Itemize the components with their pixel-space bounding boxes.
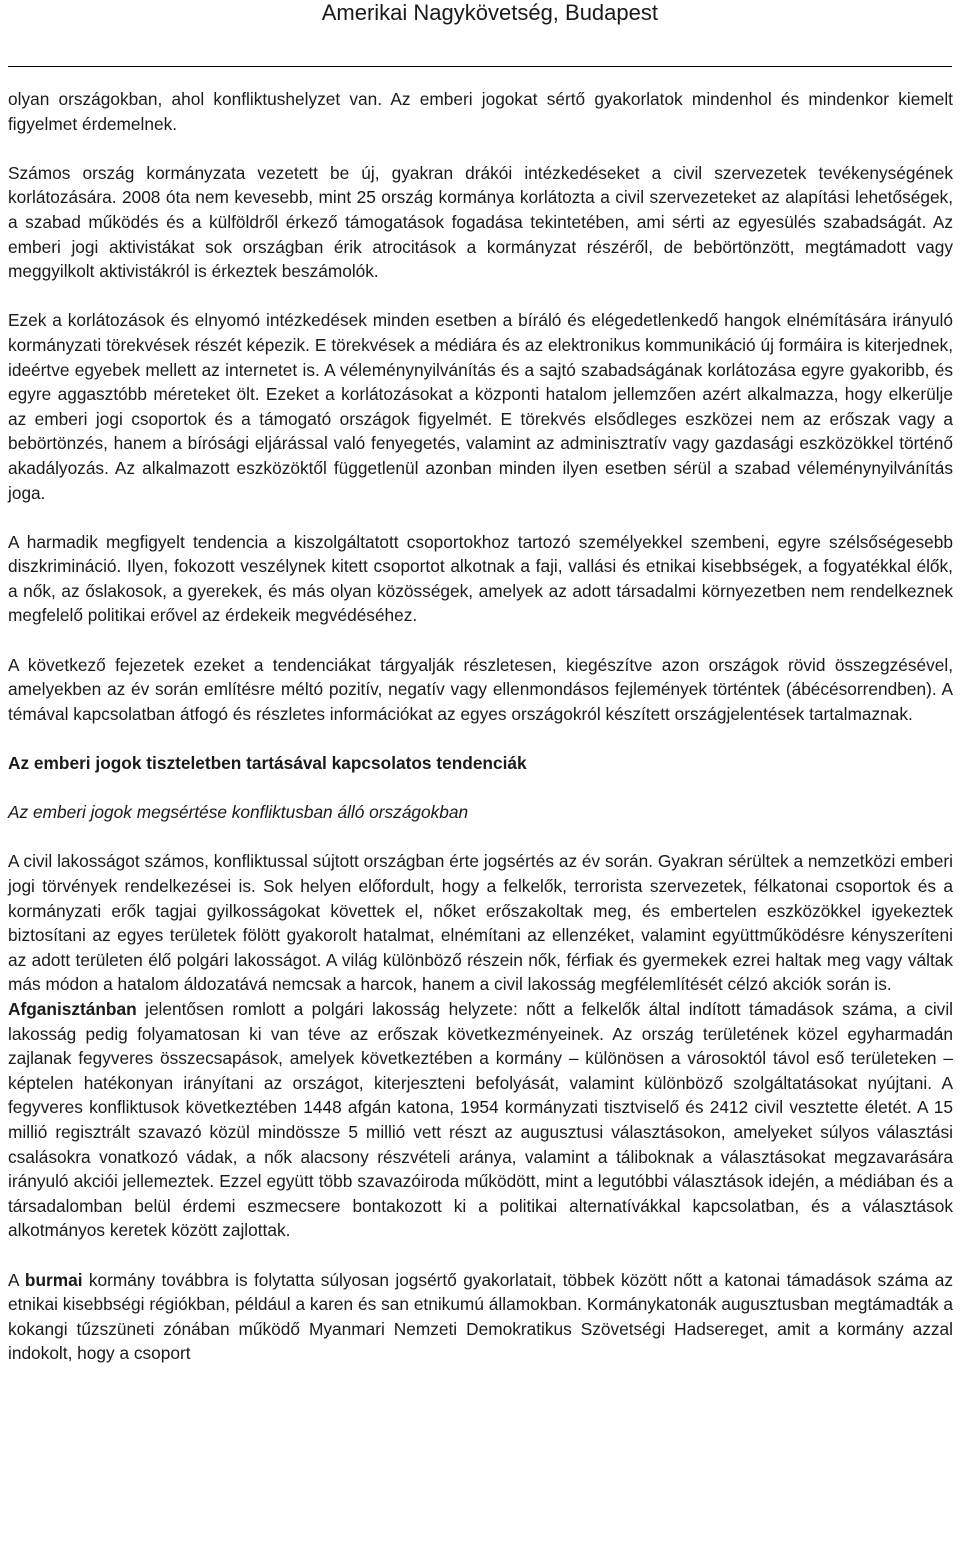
country-name-burma: burmai — [24, 1269, 83, 1290]
paragraph-burma — [8, 1268, 953, 1366]
section-heading: Az emberi jogok tiszteletben tartásával kapcsolatos tendenciák — [8, 753, 527, 774]
paragraph-afghanistan — [8, 997, 953, 1243]
section-subheading: Az emberi jogok megsértése konfliktusban álló országokban — [8, 802, 469, 823]
paragraph-burma-text: kormány továbbra is folytatta súlyosan jogsértő gyakorlatait, többek között nőtt a katonai támadások száma az etnikai kisebbségi régiókban, például a karen és san etnikumú államokban. Kormánykatonák augusztusban megtámadták a kokangi tűzszüneti zónában működő Myanmari Nemzeti Demokratikus Szövetségi Hadsereget, amit a kormány azzal indokolt, hogy a csoport — [8, 1269, 953, 1364]
paragraph-restrictions: Ezek a korlátozások és elnyomó intézkedések minden esetben a bíráló és elégedetlenkedő hangok elnémítására irányuló kormányzati törekvések részét képezik. E törekvések a médiára és az elektronikus kommunikáció új formáira is kiterjednek, ideértve egyebek mellett az internetet is. A véleménynyilvánítás és a sajtó szabadságának korlátozása egyre gyakoribb, és egyre aggasztóbb méreteket ölt. Ezeket a korlátozásokat a központi hatalom jellemzően azért alkalmazza, hogy elkerülje az emberi jogi csoportok és a támogató országok figyelmét. E törekvés elsődleges eszközei nem az erőszak vagy a bebörtönzés, hanem a bírósági eljárással való fenyegetés, valamint az adminisztratív vagy gazdasági eszközökkel történő akadályozás. Az alkalmazott eszközöktől függetlenül azonban minden ilyen esetben sérül a szabad véleménynyilvánítás joga. — [8, 310, 953, 503]
header-divider — [8, 66, 952, 67]
header-title: Amerikai Nagykövetség, Budapest — [321, 0, 658, 25]
paragraph-chapters-overview: A következő fejezetek ezeket a tendenciákat tárgyalják részletesen, kiegészítve azon országok rövid összegzésével, amelyekben az év során említésre méltó pozitív, negatív vagy ellenmondásos fejlemények történtek (ábécésorrendben). A témával kapcsolatban átfogó és részletes információkat az egyes országokról készített országjelentések tartalmaznak. — [8, 654, 953, 724]
paragraph-civil-organizations: Számos ország kormányzata vezetett be új, gyakran drákói intézkedéseket a civil szervezetek tevékenységének korlátozására. 2008 óta nem kevesebb, mint 25 ország kormánya korlátozta a civil szervezeteket az alapítási lehetőségek, a szabad működés és a külföldről érkező támogatások fogadása tekintetében, ami sérti az egyesülés szabadságát. Az emberi jogi aktivistákat sok országban érik atrocitások a kormányzat részéről, de bebörtönzött, megtámadott vagy meggyilkolt aktivistákról is érkeztek beszámolók. — [8, 162, 953, 282]
paragraph-conflict-countries: A civil lakosságot számos, konfliktussal sújtott országban érte jogsértés az év során. Gyakran sérültek a nemzetközi emberi jogi törvények rendelkezései is. Sok helyen előfordult, hogy a felkelők, terrorista szervezetek, félkatonai csoportok és a kormányzati erők tagjai gyilkosságokat követtek el, nőket erőszakoltak meg, és embertelen eszközökkel igyekeztek biztosítani az egyes területek fölött gyakorolt hatalmat, elnémítani az ellenzéket, valamint együttműködésre kényszeríteni az adott területen élő polgári lakosságot. A világ különböző részein nők, férfiak és gyermekek ezrei haltak meg vagy váltak más módon a hatalom áldozatává nemcsak a harcok, hanem a civil lakosság megfélemlítését célzó akciók során is. — [8, 851, 953, 995]
country-name-afghanistan: Afganisztánban — [8, 998, 137, 1019]
paragraph-discrimination: A harmadik megfigyelt tendencia a kiszolgáltatott csoportokhoz tartozó személyekkel szembeni, egyre szélsőségesebb diszkrimináció. Ilyen, fokozott veszélynek kitett csoportot alkotnak a faji, vallási és etnikai kisebbségek, a fogyatékkal élők, a nők, az őslakosok, a gyerekek, és más olyan közösségek, amelyek az adott társadalmi környezetben nem rendelkeznek megfelelő politikai erővel az érdekeik megvédéséhez. — [8, 531, 953, 626]
page-header — [0, 0, 960, 62]
paragraph-afghanistan-text: jelentősen romlott a polgári lakosság helyzete: nőtt a felkelők által indított támadások száma, a civil lakosság pedig folyamatosan ki van téve az erőszak következményeinek. Az ország területének közel egyharmadán zajlanak fegyveres összecsapások, amelyek következtében a kormány – különösen a városoktól távol eső területeken – képtelen hatékonyan irányítani az országot, kiterjeszteni befolyását, valamint különböző szolgáltatásokat nyújtani. A fegyveres konfliktusok következtében 1448 afgán katona, 1954 kormányzati tisztviselő és 2412 civil vesztette életét. A 15 millió regisztrált szavazó közül mindössze 5 millió vett részt az augusztusi választásokon, amelyeket súlyos választási csalásokra vonatkozó vádak, a nők alacsony részvételi aránya, valamint a táliboknak a választásokat megzavarására irányuló akciói jellemeztek. Ezzel együtt több szavazóiroda működött, mint a legutóbbi választások idején, a médiában és a társadalomban belül érdemi eszmecsere bontakozott ki a politikai alternatívákkal kapcsolatban, és a választások alkotmányos keretek között zajlottak. — [8, 998, 953, 1241]
document-body — [8, 87, 953, 1366]
paragraph-intro-continued: olyan országokban, ahol konfliktushelyzet van. Az emberi jogokat sértő gyakorlatok mindenhol és mindenkor kiemelt figyelmet érdemelnek. — [8, 89, 953, 134]
paragraph-burma-prefix: A — [8, 1269, 25, 1290]
